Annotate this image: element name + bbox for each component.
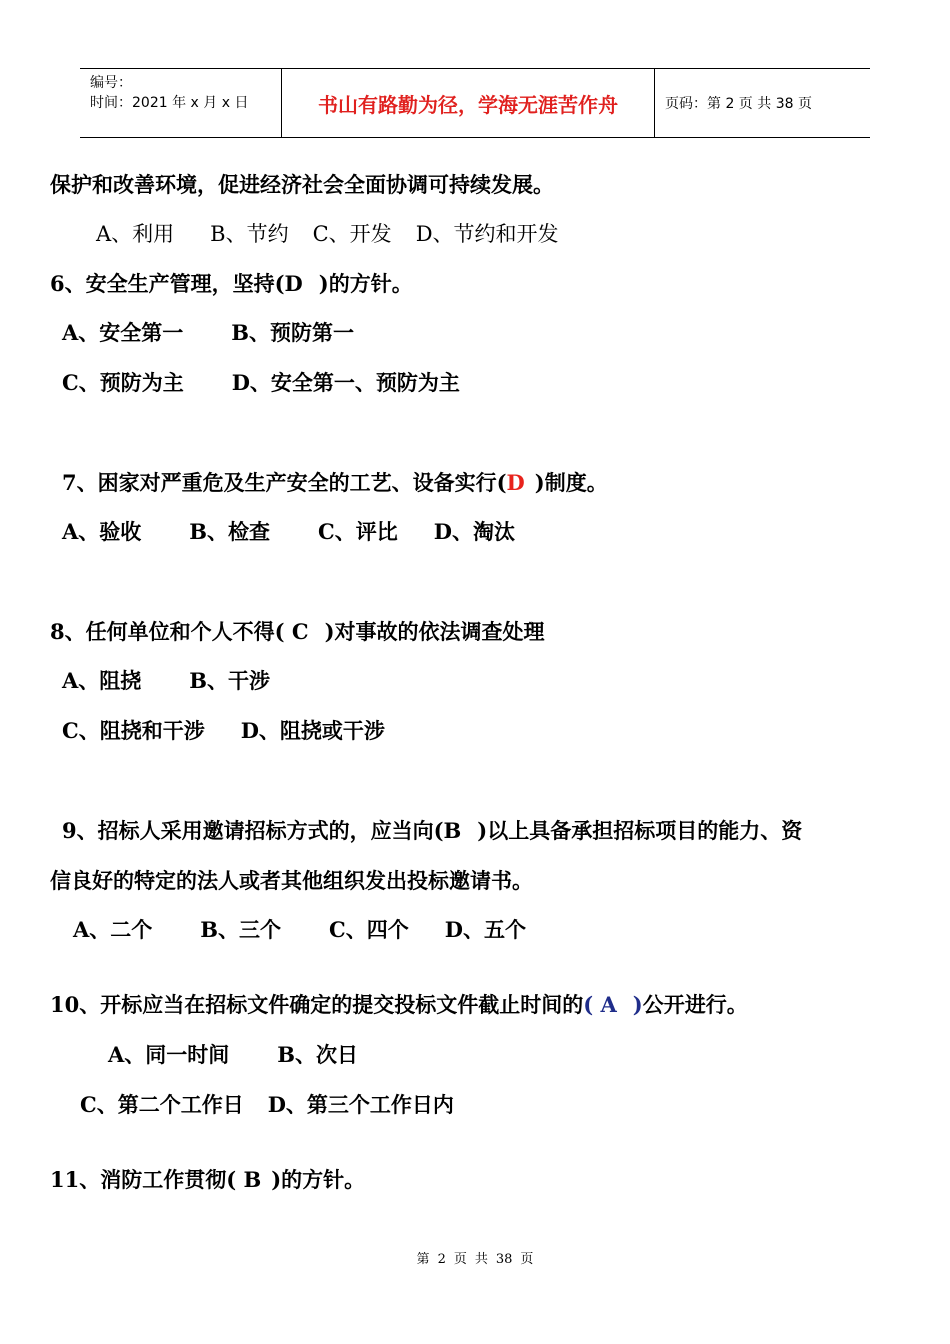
- q10-options-row2: [80, 1091, 454, 1119]
- page-footer: [0, 1248, 950, 1267]
- header-page-info: 页码：第 2 页 共 38 页: [665, 96, 812, 112]
- question-6: [50, 270, 413, 298]
- q7-prefix: 7、困家对严重危及生产安全的工艺、设备实行(: [62, 470, 507, 495]
- q5-options: [96, 220, 559, 248]
- q10-option-d: D、第三个工作日内: [267, 1092, 454, 1117]
- q6-suffix: )的方针。: [318, 271, 413, 296]
- q9-line-2: 信良好的特定的法人或者其他组织发出投标邀请书。: [50, 868, 533, 893]
- q5-option-b: B、节约: [210, 222, 289, 246]
- q10-option-b: B、次日: [277, 1042, 359, 1067]
- question-10: [50, 991, 748, 1019]
- footer-ye-2: 页: [520, 1252, 534, 1267]
- q11-suffix: )的方针。: [271, 1167, 366, 1192]
- q8-options-row2: [62, 717, 385, 745]
- footer-total-pages: 38: [495, 1252, 513, 1267]
- q9-prefix: 9、招标人采用邀请招标方式的，应当向(B: [62, 818, 462, 843]
- q9-options: [73, 916, 526, 944]
- q7-option-b: B、检查: [189, 519, 271, 544]
- footer-di: 第: [416, 1252, 430, 1267]
- q11-prefix: 11、消防工作贯彻( B: [50, 1167, 262, 1192]
- q10-answer: ( A: [583, 992, 617, 1017]
- q6-prefix: 6、安全生产管理，坚持(D: [50, 271, 303, 296]
- q7-options: [62, 518, 515, 546]
- q10-suffix: 公开进行。: [642, 992, 748, 1017]
- q6-option-a: A、安全第一: [62, 320, 184, 345]
- footer-gong: 共: [474, 1252, 488, 1267]
- q5-option-c: C、开发: [312, 222, 392, 246]
- q7-option-a: A、验收: [62, 519, 142, 544]
- q7-answer: D: [506, 470, 525, 495]
- q10-option-c: C、第二个工作日: [80, 1092, 244, 1117]
- q10-answer-close: ): [632, 992, 643, 1017]
- q9-suffix: )以上具备承担招标项目的能力、资: [477, 818, 803, 843]
- q7-option-d: D、淘汰: [433, 519, 515, 544]
- page-header: [80, 68, 870, 138]
- q8-option-c: C、阻挠和干涉: [62, 718, 205, 743]
- q6-options-row1: [62, 319, 354, 347]
- question-8: [50, 618, 545, 646]
- text-line-1: 保护和改善环境，促进经济社会全面协调可持续发展。: [50, 172, 554, 197]
- q6-option-b: B、预防第一: [231, 320, 355, 345]
- q9-option-b: B、三个: [200, 917, 282, 942]
- q6-option-c: C、预防为主: [62, 370, 184, 395]
- q10-prefix: 10、开标应当在招标文件确定的提交投标文件截止时间的: [50, 992, 584, 1017]
- q6-option-d: D、安全第一、预防为主: [231, 370, 460, 395]
- q10-options-row1: [108, 1041, 358, 1069]
- q8-suffix: )对事故的依法调查处理: [324, 619, 545, 644]
- header-motto: 书山有路勤为径，学海无涯苦作舟: [281, 69, 655, 137]
- q7-suffix: )制度。: [534, 470, 608, 495]
- q10-option-a: A、同一时间: [108, 1042, 230, 1067]
- footer-ye: 页: [453, 1252, 467, 1267]
- question-9: [62, 817, 802, 845]
- question-11: [50, 1166, 365, 1194]
- q9-option-c: C、四个: [329, 917, 409, 942]
- q5-option-d: D、节约和开发: [415, 222, 559, 246]
- header-number-label: 编号：: [90, 75, 132, 91]
- header-time-label: 时间：2021 年 x 月 x 日: [90, 95, 249, 111]
- q8-option-a: A、阻挠: [62, 668, 142, 693]
- q5-option-a: A、利用: [96, 222, 175, 246]
- q8-prefix: 8、任何单位和个人不得( C: [50, 619, 309, 644]
- q7-option-c: C、评比: [318, 519, 398, 544]
- question-7: [62, 469, 608, 497]
- q8-option-b: B、干涉: [189, 668, 271, 693]
- q9-option-a: A、二个: [73, 917, 153, 942]
- q8-options-row1: [62, 667, 270, 695]
- footer-page-number: 2: [437, 1252, 446, 1267]
- q9-option-d: D、五个: [444, 917, 526, 942]
- q8-option-d: D、阻挠或干涉: [240, 718, 385, 743]
- header-meta: [80, 69, 281, 137]
- q6-options-row2: [62, 369, 460, 397]
